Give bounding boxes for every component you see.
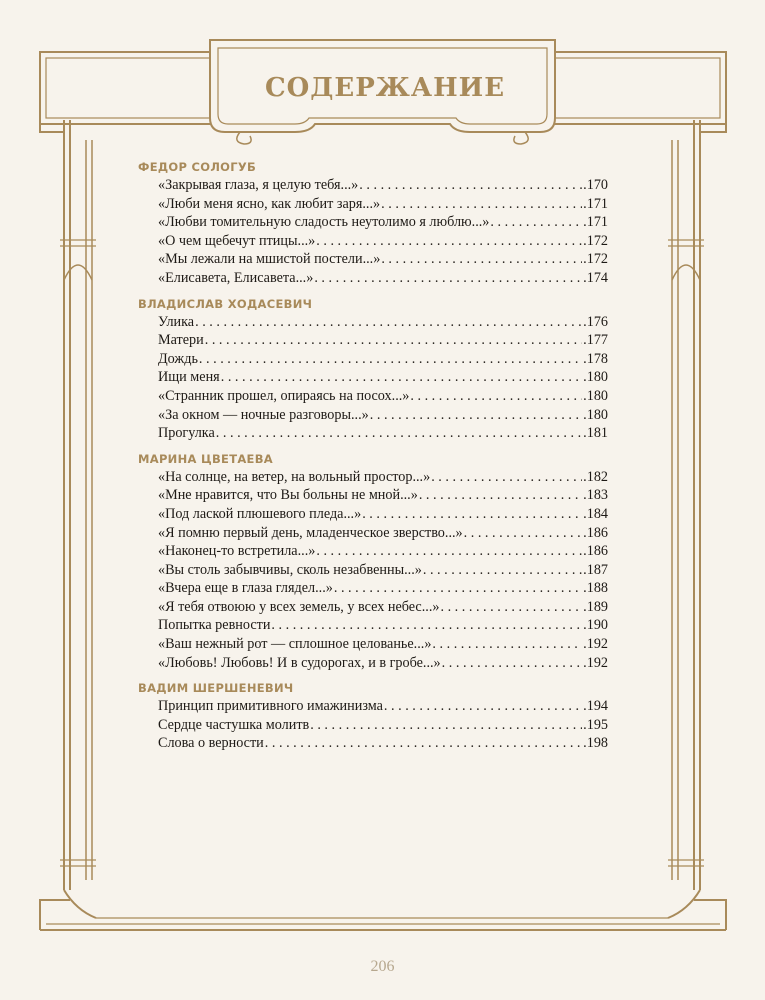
dot-leader (221, 368, 582, 387)
dot-leader (440, 598, 582, 617)
toc-entry[interactable] (138, 486, 608, 505)
toc-entry[interactable] (138, 313, 608, 332)
dot-leader (314, 269, 582, 288)
dot-leader (442, 654, 583, 673)
dot-leader (419, 486, 582, 505)
entry-page: .178 (583, 350, 608, 367)
entry-title: Матери (158, 332, 204, 349)
toc-entry[interactable] (138, 579, 608, 598)
dot-leader (316, 232, 582, 251)
toc-entry[interactable] (138, 213, 608, 232)
entry-page: .186 (583, 543, 608, 560)
entry-title: Прогулка (158, 425, 215, 442)
toc-section-sologub (138, 158, 608, 288)
entry-page: .183 (583, 487, 608, 504)
toc-section-shershenevich (138, 679, 608, 753)
entry-title: «Ваш нежный рот — сплошное целованье...» (158, 636, 432, 653)
entry-page: .180 (583, 406, 608, 423)
dot-leader (334, 579, 582, 598)
dot-leader (216, 424, 582, 443)
dot-leader (316, 542, 582, 561)
entry-page: .172 (583, 232, 608, 249)
entry-title: «Мы лежали на мшистой постели...» (158, 251, 381, 268)
toc-entry[interactable] (138, 616, 608, 635)
dot-leader (359, 176, 582, 195)
author-heading: ВАДИМ ШЕРШЕНЕВИЧ (138, 681, 294, 696)
entry-title: Сердце частушка молитв (158, 716, 310, 733)
entry-page: .172 (583, 251, 608, 268)
entry-title: «Я помню первый день, младенческое зверство...» (158, 524, 463, 541)
dot-leader (381, 250, 582, 269)
entry-title: Слова о верности (158, 735, 264, 752)
entry-page: .186 (583, 524, 608, 541)
toc-entry[interactable] (138, 635, 608, 654)
toc-entry[interactable] (138, 368, 608, 387)
dot-leader (370, 406, 582, 425)
toc-entry[interactable] (138, 424, 608, 443)
toc-entry[interactable] (138, 269, 608, 288)
entry-page: .190 (583, 617, 608, 634)
entry-title: Попытка ревности (158, 617, 271, 634)
toc-entry[interactable] (138, 350, 608, 369)
entry-title: «Любовь! Любовь! И в судорогах, и в гробе...» (158, 654, 441, 671)
entry-title: «Мне нравится, что Вы больны не мной...» (158, 487, 418, 504)
entry-title: «Вчера еще в глаза глядел...» (158, 580, 333, 597)
entry-title: Ищи меня (158, 369, 220, 386)
toc-entry[interactable] (138, 176, 608, 195)
toc-entry[interactable] (138, 406, 608, 425)
entry-title: Улика (158, 313, 195, 330)
toc-section-tsvetaeva (138, 450, 608, 673)
entry-page: .192 (583, 636, 608, 653)
entry-page: .194 (583, 698, 608, 715)
dot-leader (271, 616, 582, 635)
entry-page: .170 (583, 177, 608, 193)
dot-leader (432, 635, 582, 654)
entry-title: «Люби меня ясно, как любит заря...» (158, 195, 381, 212)
author-heading: ФЕДОР СОЛОГУБ (138, 160, 257, 174)
entry-title: «Наконец-то встретила...» (158, 543, 316, 560)
entry-page: .188 (583, 580, 608, 597)
dot-leader (464, 524, 583, 543)
toc-entry[interactable] (138, 387, 608, 406)
entry-page: .177 (583, 332, 608, 349)
toc-entry[interactable] (138, 561, 608, 580)
toc-entry[interactable] (138, 505, 608, 524)
dot-leader (205, 331, 582, 350)
entry-title: Принцип примитивного имажинизма (158, 698, 383, 715)
toc-entry[interactable] (138, 654, 608, 673)
toc-entry[interactable] (138, 542, 608, 561)
page-title: СОДЕРЖАНИЕ (264, 73, 506, 103)
toc-entry[interactable] (138, 734, 608, 753)
dot-leader (362, 505, 582, 524)
entry-page: .182 (583, 468, 608, 485)
dot-leader (199, 350, 582, 369)
entry-page: .171 (583, 195, 608, 212)
dot-leader (423, 561, 582, 580)
entry-page: .181 (583, 425, 608, 442)
entry-page: .187 (583, 561, 608, 578)
entry-title: «Вы столь забывчивы, сколь незабвенны...» (158, 561, 422, 578)
entry-title: «Я тебя отвоюю у всех земель, у всех небес...» (158, 598, 440, 615)
entry-title: «Елисавета, Елисавета...» (158, 269, 314, 286)
author-heading: МАРИНА ЦВЕТАЕВА (138, 451, 273, 466)
page-number: 206 (370, 958, 395, 975)
entry-page: .189 (583, 598, 608, 615)
entry-title: «Странник прошел, опираясь на посох...» (158, 387, 410, 404)
toc-entry[interactable] (138, 232, 608, 251)
toc-entry[interactable] (138, 524, 608, 543)
entry-page: .195 (583, 716, 608, 733)
entry-title: «За окном — ночные разговоры...» (158, 406, 369, 423)
toc-entry[interactable] (138, 716, 608, 735)
toc-entry[interactable] (138, 250, 608, 269)
toc-entry[interactable] (138, 195, 608, 214)
entry-page: .180 (583, 369, 608, 386)
entry-title: Дождь (158, 350, 198, 367)
entry-page: .180 (583, 387, 608, 404)
table-of-contents (138, 158, 608, 760)
entry-page: .192 (583, 654, 608, 671)
entry-page: .171 (583, 214, 608, 231)
dot-leader (490, 213, 582, 232)
dot-leader (310, 716, 582, 735)
toc-entry[interactable] (138, 468, 608, 487)
entry-title: «Под лаской плюшевого пледа...» (158, 505, 362, 522)
dot-leader (410, 387, 582, 406)
dot-leader (195, 313, 582, 332)
dot-leader (381, 195, 582, 214)
entry-page: .198 (583, 735, 608, 752)
dot-leader (265, 734, 582, 753)
entry-title: «Закрывая глаза, я целую тебя...» (158, 177, 359, 193)
entry-page: .184 (583, 505, 608, 522)
dot-leader (384, 697, 582, 716)
entry-title: «Любви томительную сладость неутолимо я люблю...» (158, 214, 490, 231)
entry-page: .176 (583, 313, 608, 330)
entry-title: «На солнце, на ветер, на вольный простор...» (158, 468, 431, 485)
entry-page: .174 (583, 269, 608, 286)
dot-leader (431, 468, 582, 487)
toc-section-khodasevich (138, 295, 608, 443)
toc-entry[interactable] (138, 598, 608, 617)
author-heading: ВЛАДИСЛАВ ХОДАСЕВИЧ (138, 296, 313, 311)
entry-title: «О чем щебечут птицы...» (158, 232, 316, 249)
toc-entry[interactable] (138, 697, 608, 716)
toc-entry[interactable] (138, 331, 608, 350)
